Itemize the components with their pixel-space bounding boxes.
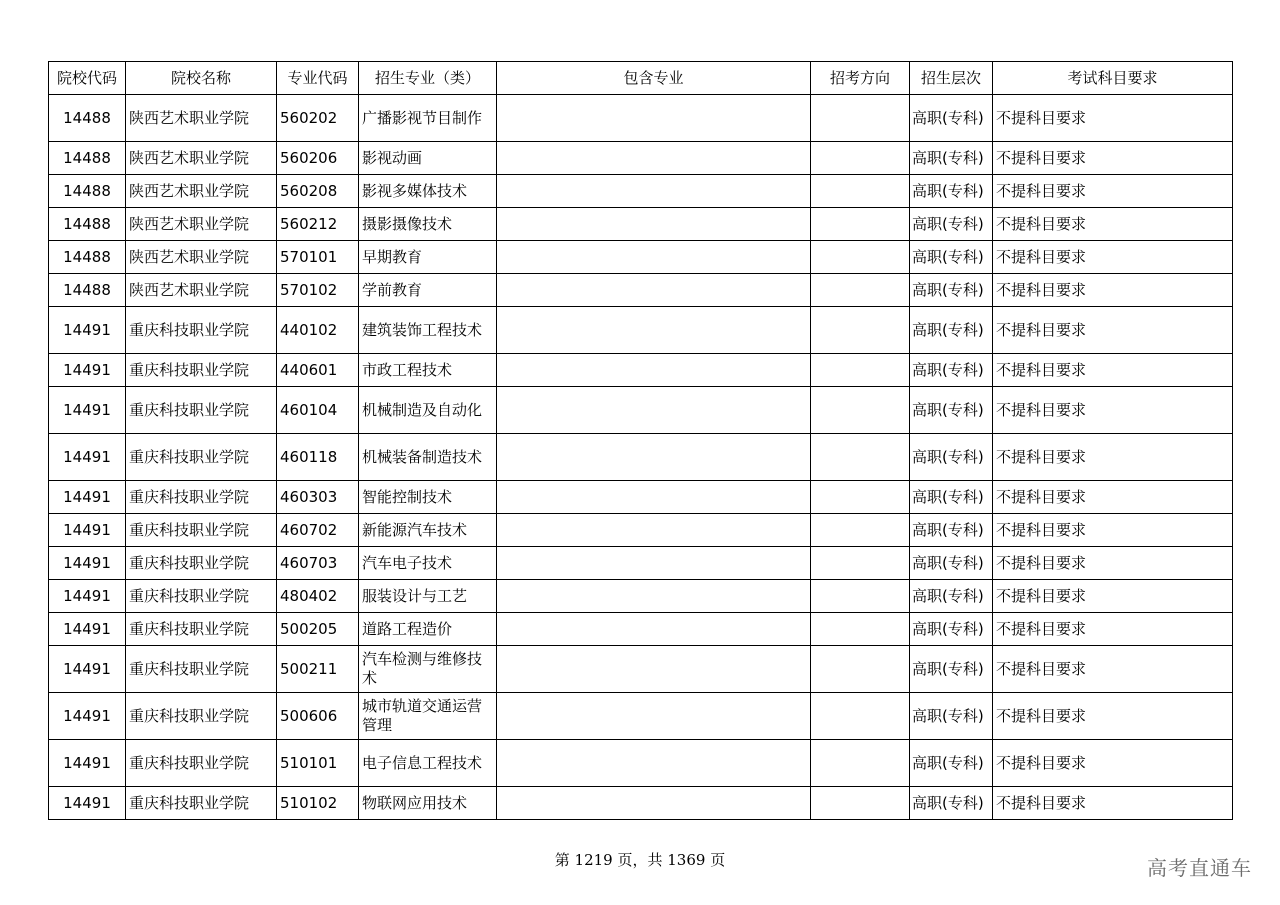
cell-school-code: 14488	[49, 142, 126, 175]
header-major-code: 专业代码	[277, 62, 359, 95]
cell-school-name: 重庆科技职业学院	[126, 547, 277, 580]
cell-school-code: 14488	[49, 95, 126, 142]
table-row	[49, 740, 1233, 787]
cell-included-majors	[497, 387, 811, 434]
cell-school-code: 14491	[49, 514, 126, 547]
table-row	[49, 354, 1233, 387]
cell-requirement: 不提科目要求	[993, 142, 1233, 175]
cell-school-name: 重庆科技职业学院	[126, 646, 277, 693]
cell-school-name: 重庆科技职业学院	[126, 481, 277, 514]
cell-direction	[811, 175, 910, 208]
cell-included-majors	[497, 514, 811, 547]
table-row	[49, 580, 1233, 613]
cell-major: 市政工程技术	[359, 354, 497, 387]
cell-requirement: 不提科目要求	[993, 693, 1233, 740]
cell-school-name: 重庆科技职业学院	[126, 514, 277, 547]
cell-requirement: 不提科目要求	[993, 481, 1233, 514]
cell-school-code: 14491	[49, 740, 126, 787]
cell-direction	[811, 354, 910, 387]
cell-level: 高职(专科)	[910, 142, 993, 175]
cell-major: 建筑装饰工程技术	[359, 307, 497, 354]
cell-major-code: 560206	[277, 142, 359, 175]
cell-level: 高职(专科)	[910, 274, 993, 307]
cell-direction	[811, 95, 910, 142]
table-row	[49, 208, 1233, 241]
cell-included-majors	[497, 481, 811, 514]
cell-major: 新能源汽车技术	[359, 514, 497, 547]
cell-requirement: 不提科目要求	[993, 547, 1233, 580]
table-row	[49, 241, 1233, 274]
cell-school-code: 14491	[49, 481, 126, 514]
cell-level: 高职(专科)	[910, 241, 993, 274]
cell-school-code: 14491	[49, 387, 126, 434]
cell-included-majors	[497, 646, 811, 693]
cell-major: 服装设计与工艺	[359, 580, 497, 613]
cell-included-majors	[497, 693, 811, 740]
table-row	[49, 142, 1233, 175]
cell-school-code: 14488	[49, 208, 126, 241]
cell-level: 高职(专科)	[910, 208, 993, 241]
cell-school-code: 14491	[49, 580, 126, 613]
cell-school-code: 14491	[49, 547, 126, 580]
header-direction: 招考方向	[811, 62, 910, 95]
cell-major: 机械制造及自动化	[359, 387, 497, 434]
cell-major-code: 460303	[277, 481, 359, 514]
table-row	[49, 307, 1233, 354]
cell-major: 广播影视节目制作	[359, 95, 497, 142]
cell-level: 高职(专科)	[910, 787, 993, 820]
cell-direction	[811, 274, 910, 307]
cell-school-code: 14491	[49, 354, 126, 387]
cell-level: 高职(专科)	[910, 693, 993, 740]
cell-major: 影视多媒体技术	[359, 175, 497, 208]
cell-major: 早期教育	[359, 241, 497, 274]
cell-direction	[811, 241, 910, 274]
cell-major-code: 560212	[277, 208, 359, 241]
cell-direction	[811, 547, 910, 580]
cell-school-code: 14488	[49, 175, 126, 208]
cell-level: 高职(专科)	[910, 580, 993, 613]
cell-school-code: 14491	[49, 434, 126, 481]
cell-major-code: 480402	[277, 580, 359, 613]
cell-school-name: 重庆科技职业学院	[126, 354, 277, 387]
cell-school-code: 14491	[49, 646, 126, 693]
table-row	[49, 175, 1233, 208]
cell-major-code: 560202	[277, 95, 359, 142]
cell-requirement: 不提科目要求	[993, 646, 1233, 693]
cell-included-majors	[497, 354, 811, 387]
cell-requirement: 不提科目要求	[993, 354, 1233, 387]
cell-direction	[811, 514, 910, 547]
header-included-majors: 包含专业	[497, 62, 811, 95]
cell-requirement: 不提科目要求	[993, 514, 1233, 547]
cell-requirement: 不提科目要求	[993, 241, 1233, 274]
cell-major: 学前教育	[359, 274, 497, 307]
cell-major: 道路工程造价	[359, 613, 497, 646]
table-row	[49, 547, 1233, 580]
cell-school-name: 重庆科技职业学院	[126, 613, 277, 646]
cell-major-code: 500211	[277, 646, 359, 693]
cell-major-code: 510101	[277, 740, 359, 787]
cell-school-code: 14491	[49, 693, 126, 740]
cell-major: 汽车电子技术	[359, 547, 497, 580]
cell-level: 高职(专科)	[910, 646, 993, 693]
cell-direction	[811, 387, 910, 434]
cell-requirement: 不提科目要求	[993, 434, 1233, 481]
cell-school-code: 14491	[49, 787, 126, 820]
table-row	[49, 274, 1233, 307]
cell-level: 高职(专科)	[910, 434, 993, 481]
cell-included-majors	[497, 547, 811, 580]
cell-school-name: 重庆科技职业学院	[126, 580, 277, 613]
cell-direction	[811, 787, 910, 820]
cell-major-code: 440601	[277, 354, 359, 387]
cell-major-code: 460703	[277, 547, 359, 580]
cell-school-code: 14488	[49, 274, 126, 307]
cell-major: 摄影摄像技术	[359, 208, 497, 241]
cell-included-majors	[497, 580, 811, 613]
table-row	[49, 693, 1233, 740]
cell-direction	[811, 208, 910, 241]
cell-requirement: 不提科目要求	[993, 613, 1233, 646]
table-row	[49, 95, 1233, 142]
cell-direction	[811, 142, 910, 175]
cell-school-name: 重庆科技职业学院	[126, 434, 277, 481]
cell-school-code: 14491	[49, 307, 126, 354]
cell-level: 高职(专科)	[910, 387, 993, 434]
cell-included-majors	[497, 241, 811, 274]
cell-direction	[811, 740, 910, 787]
cell-included-majors	[497, 740, 811, 787]
cell-level: 高职(专科)	[910, 354, 993, 387]
cell-school-name: 重庆科技职业学院	[126, 387, 277, 434]
cell-requirement: 不提科目要求	[993, 307, 1233, 354]
cell-major: 智能控制技术	[359, 481, 497, 514]
cell-direction	[811, 307, 910, 354]
cell-included-majors	[497, 307, 811, 354]
table-row	[49, 646, 1233, 693]
cell-requirement: 不提科目要求	[993, 175, 1233, 208]
cell-school-name: 陕西艺术职业学院	[126, 274, 277, 307]
cell-school-name: 重庆科技职业学院	[126, 740, 277, 787]
watermark: 高考直通车	[1147, 856, 1252, 880]
cell-major-code: 500205	[277, 613, 359, 646]
cell-requirement: 不提科目要求	[993, 580, 1233, 613]
table-row	[49, 434, 1233, 481]
cell-school-code: 14491	[49, 613, 126, 646]
cell-school-name: 重庆科技职业学院	[126, 693, 277, 740]
cell-included-majors	[497, 142, 811, 175]
cell-direction	[811, 434, 910, 481]
admissions-table	[48, 61, 1233, 820]
cell-major: 机械装备制造技术	[359, 434, 497, 481]
header-level: 招生层次	[910, 62, 993, 95]
cell-school-name: 陕西艺术职业学院	[126, 175, 277, 208]
cell-major: 物联网应用技术	[359, 787, 497, 820]
cell-major-code: 440102	[277, 307, 359, 354]
header-school-code: 院校代码	[49, 62, 126, 95]
cell-school-name: 陕西艺术职业学院	[126, 142, 277, 175]
cell-major-code: 460702	[277, 514, 359, 547]
cell-requirement: 不提科目要求	[993, 95, 1233, 142]
cell-included-majors	[497, 434, 811, 481]
cell-major: 城市轨道交通运营管理	[359, 693, 497, 740]
cell-level: 高职(专科)	[910, 307, 993, 354]
cell-major: 汽车检测与维修技术	[359, 646, 497, 693]
cell-requirement: 不提科目要求	[993, 787, 1233, 820]
cell-direction	[811, 646, 910, 693]
cell-included-majors	[497, 175, 811, 208]
cell-level: 高职(专科)	[910, 95, 993, 142]
cell-included-majors	[497, 95, 811, 142]
cell-direction	[811, 481, 910, 514]
cell-level: 高职(专科)	[910, 481, 993, 514]
table-row	[49, 387, 1233, 434]
cell-level: 高职(专科)	[910, 547, 993, 580]
cell-major: 影视动画	[359, 142, 497, 175]
cell-major-code: 460104	[277, 387, 359, 434]
table-row	[49, 787, 1233, 820]
cell-included-majors	[497, 208, 811, 241]
cell-school-name: 陕西艺术职业学院	[126, 208, 277, 241]
cell-included-majors	[497, 613, 811, 646]
cell-major-code: 570101	[277, 241, 359, 274]
cell-requirement: 不提科目要求	[993, 208, 1233, 241]
cell-major: 电子信息工程技术	[359, 740, 497, 787]
cell-direction	[811, 580, 910, 613]
cell-level: 高职(专科)	[910, 740, 993, 787]
cell-requirement: 不提科目要求	[993, 274, 1233, 307]
cell-level: 高职(专科)	[910, 514, 993, 547]
cell-school-name: 陕西艺术职业学院	[126, 95, 277, 142]
cell-direction	[811, 613, 910, 646]
cell-major-code: 560208	[277, 175, 359, 208]
page-number: 第 1219 页，共 1369 页	[554, 851, 726, 869]
cell-school-name: 重庆科技职业学院	[126, 787, 277, 820]
table-row	[49, 613, 1233, 646]
table-row	[49, 481, 1233, 514]
header-school-name: 院校名称	[126, 62, 277, 95]
header-major: 招生专业（类）	[359, 62, 497, 95]
cell-major-code: 570102	[277, 274, 359, 307]
cell-major-code: 510102	[277, 787, 359, 820]
cell-level: 高职(专科)	[910, 613, 993, 646]
header-requirement: 考试科目要求	[993, 62, 1233, 95]
cell-school-code: 14488	[49, 241, 126, 274]
table-body	[49, 95, 1233, 820]
cell-major-code: 460118	[277, 434, 359, 481]
cell-included-majors	[497, 274, 811, 307]
cell-major-code: 500606	[277, 693, 359, 740]
header-row	[49, 62, 1233, 95]
cell-school-name: 陕西艺术职业学院	[126, 241, 277, 274]
cell-requirement: 不提科目要求	[993, 387, 1233, 434]
cell-requirement: 不提科目要求	[993, 740, 1233, 787]
cell-included-majors	[497, 787, 811, 820]
cell-direction	[811, 693, 910, 740]
cell-level: 高职(专科)	[910, 175, 993, 208]
cell-school-name: 重庆科技职业学院	[126, 307, 277, 354]
table-row	[49, 514, 1233, 547]
